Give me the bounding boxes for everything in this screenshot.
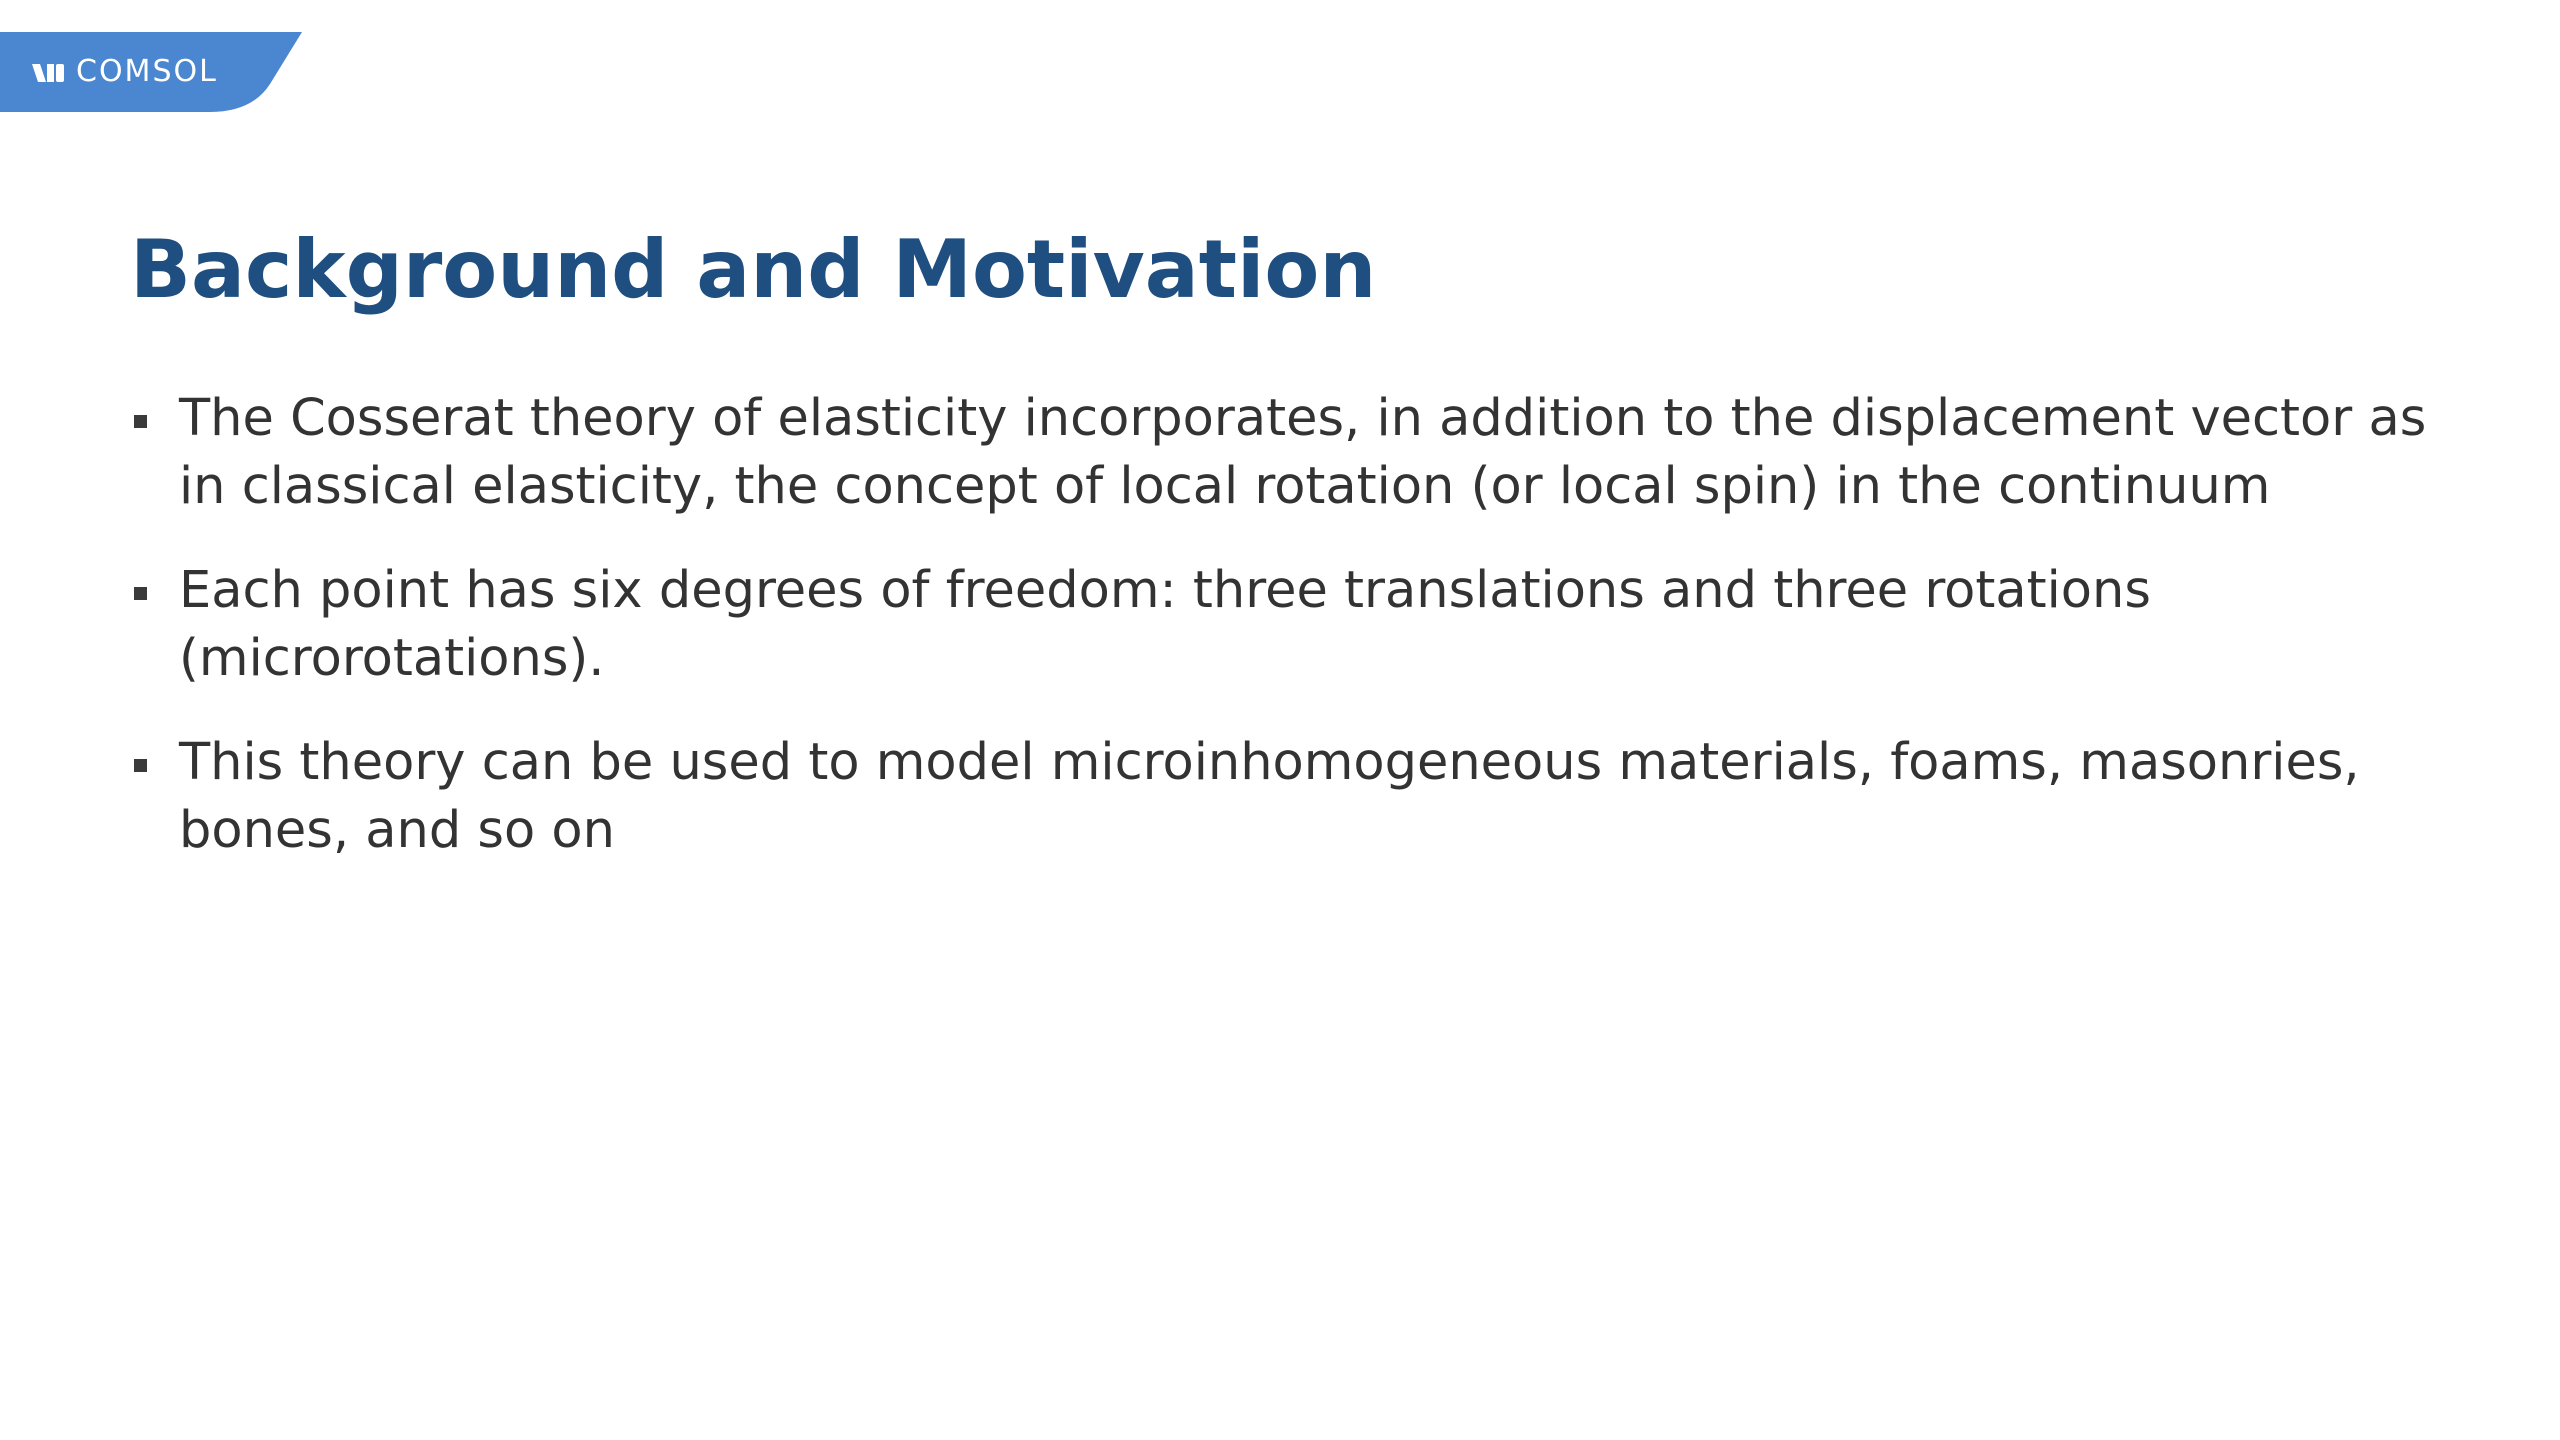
bullet-text: The Cosserat theory of elasticity incorporates, in addition to the displacement vector as in classical elasticity, the concept of local rotation (or local spin) in the continuum: [179, 389, 2427, 516]
bullet-text: This theory can be used to model microinhomogeneous materials, foams, masonries, bones, and so on: [179, 733, 2360, 860]
comsol-logo-tab: [0, 32, 302, 112]
bullet-text: Each point has six degrees of freedom: three translations and three rotations (microrotations).: [179, 561, 2151, 688]
square-bullet-icon: [134, 587, 147, 600]
logo-text: COMSOL: [76, 54, 218, 89]
comsol-mark-icon: [32, 62, 70, 84]
bullet-item: [130, 385, 2470, 521]
square-bullet-icon: [134, 415, 147, 428]
bullet-item: [130, 729, 2470, 865]
slide-title: Background and Motivation: [130, 223, 1377, 316]
bullet-list: [130, 385, 2470, 901]
bullet-item: [130, 557, 2470, 693]
square-bullet-icon: [134, 759, 147, 772]
